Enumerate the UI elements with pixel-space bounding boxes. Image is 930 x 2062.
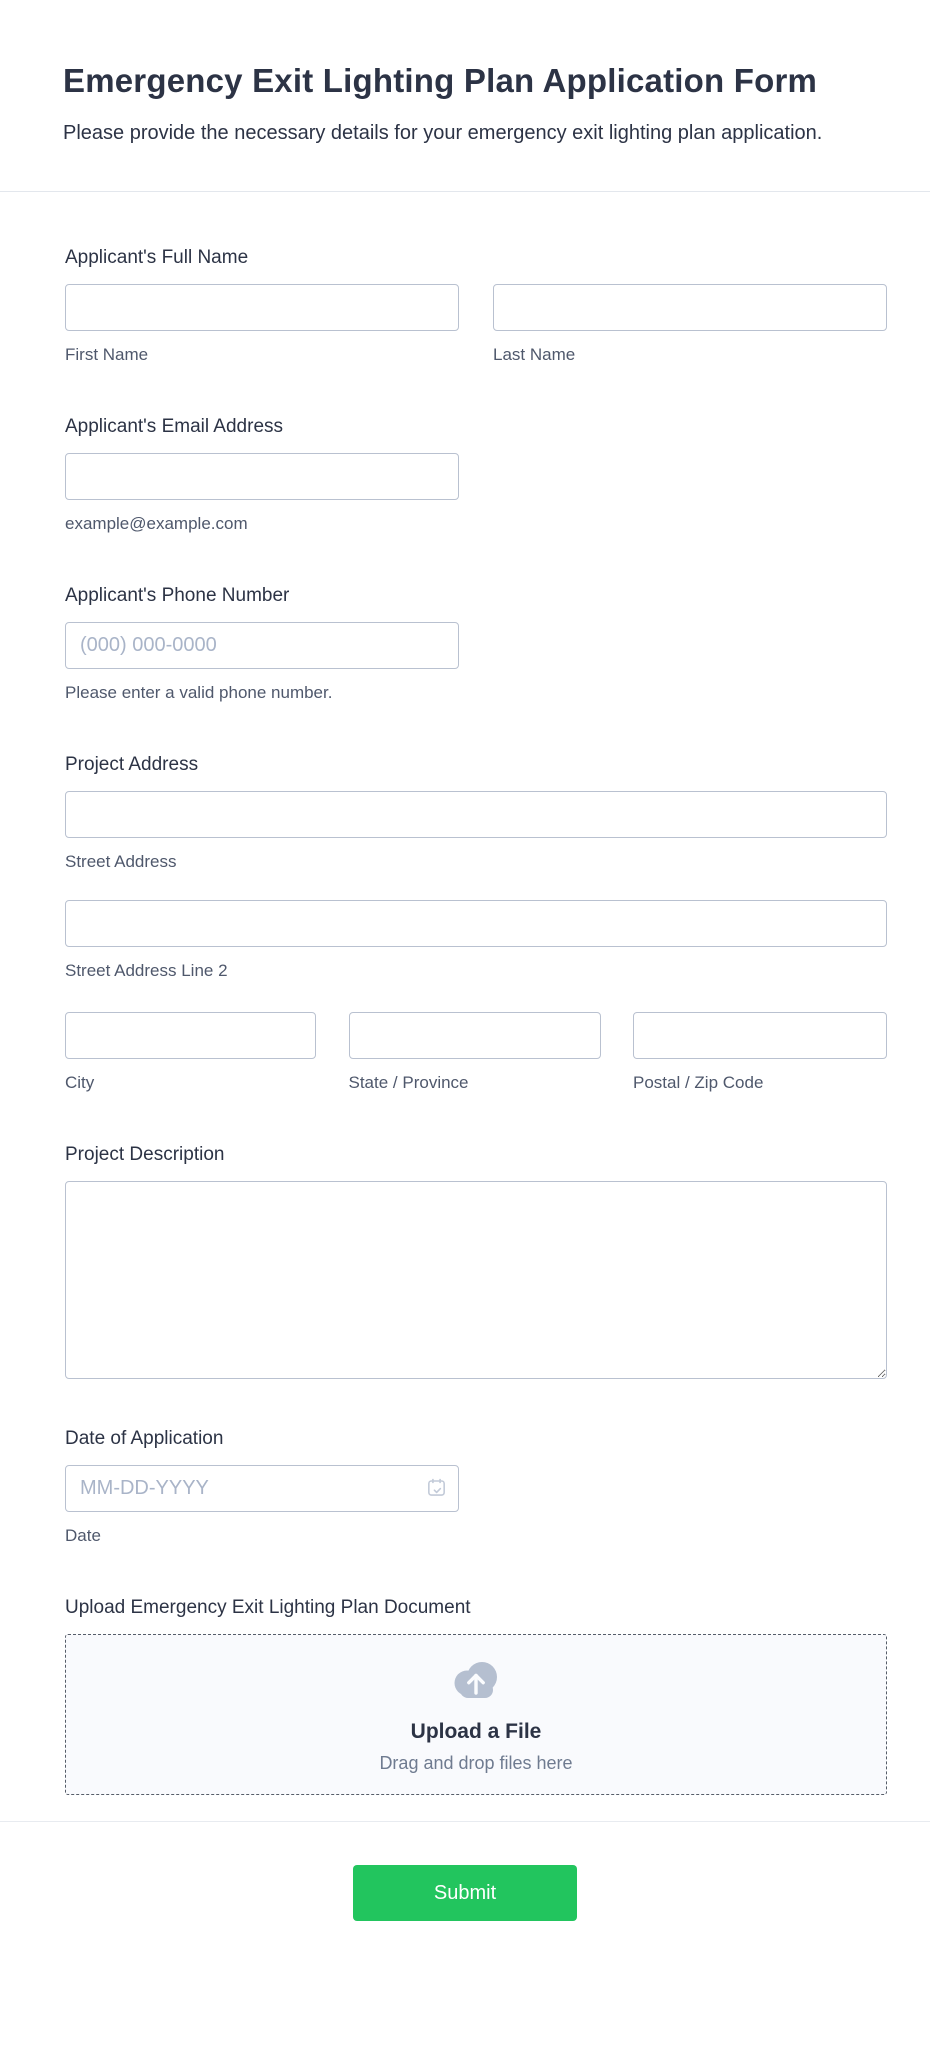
form-subtitle: Please provide the necessary details for your emergency exit lighting plan application. bbox=[63, 122, 823, 144]
last-name-group bbox=[493, 284, 887, 367]
full-name-label: Applicant's Full Name bbox=[65, 247, 249, 268]
date-group bbox=[65, 1465, 459, 1512]
street-address-sublabel: Street Address bbox=[65, 852, 177, 871]
full-name-row bbox=[65, 284, 887, 367]
zip-input[interactable] bbox=[633, 1012, 887, 1059]
cloud-upload-icon bbox=[447, 1656, 505, 1705]
drag-drop-hint-text: Drag and drop files here bbox=[379, 1752, 573, 1773]
calendar-picker-button[interactable] bbox=[425, 1478, 447, 1500]
field-project-description bbox=[65, 1141, 887, 1379]
city-input[interactable] bbox=[65, 1012, 316, 1059]
field-phone bbox=[65, 582, 887, 705]
street-address-input[interactable] bbox=[65, 791, 887, 838]
street-address-group bbox=[65, 791, 887, 874]
upload-label: Upload Emergency Exit Lighting Plan Document bbox=[65, 1597, 471, 1618]
file-upload-dropzone[interactable] bbox=[65, 1634, 887, 1795]
last-name-sublabel: Last Name bbox=[493, 345, 576, 364]
street-address2-sublabel: Street Address Line 2 bbox=[65, 961, 228, 980]
upload-a-file-text: Upload a File bbox=[410, 1719, 542, 1743]
state-sublabel: State / Province bbox=[348, 1073, 469, 1092]
email-label: Applicant's Email Address bbox=[65, 416, 284, 437]
date-label: Date of Application bbox=[65, 1428, 224, 1449]
first-name-input[interactable] bbox=[65, 284, 459, 331]
email-input[interactable] bbox=[65, 453, 459, 500]
field-email bbox=[65, 413, 887, 536]
state-input[interactable] bbox=[349, 1012, 601, 1059]
project-description-group bbox=[65, 1181, 887, 1379]
phone-group bbox=[65, 622, 887, 705]
city-state-zip-row bbox=[65, 1012, 887, 1095]
form-fields bbox=[0, 244, 930, 1795]
date-sublabel: Date bbox=[65, 1526, 101, 1545]
project-description-label: Project Description bbox=[65, 1144, 225, 1165]
field-date-of-application bbox=[65, 1425, 887, 1548]
header-divider bbox=[0, 191, 930, 192]
street-address2-input[interactable] bbox=[65, 900, 887, 947]
field-project-address bbox=[65, 751, 887, 1095]
form-header bbox=[0, 0, 930, 149]
first-name-sublabel: First Name bbox=[65, 345, 149, 364]
city-sublabel: City bbox=[65, 1073, 95, 1092]
state-group bbox=[349, 1012, 601, 1095]
project-description-textarea[interactable] bbox=[65, 1181, 887, 1379]
project-address-label: Project Address bbox=[65, 754, 199, 775]
field-full-name bbox=[65, 244, 887, 367]
date-input[interactable] bbox=[65, 1465, 459, 1512]
phone-input[interactable] bbox=[65, 622, 459, 669]
form-title: Emergency Exit Lighting Plan Application Form bbox=[63, 62, 818, 99]
email-sublabel: example@example.com bbox=[65, 514, 248, 533]
zip-sublabel: Postal / Zip Code bbox=[633, 1073, 764, 1092]
city-group bbox=[65, 1012, 316, 1095]
email-group bbox=[65, 453, 887, 536]
submit-button[interactable]: Submit bbox=[353, 1865, 577, 1921]
submit-area bbox=[0, 1822, 930, 1974]
field-upload-document bbox=[65, 1594, 887, 1795]
phone-label: Applicant's Phone Number bbox=[65, 585, 290, 606]
first-name-group bbox=[65, 284, 459, 367]
last-name-input[interactable] bbox=[493, 284, 887, 331]
street-address2-group bbox=[65, 900, 887, 983]
calendar-check-icon bbox=[426, 1477, 447, 1501]
phone-sublabel: Please enter a valid phone number. bbox=[65, 683, 333, 702]
zip-group bbox=[633, 1012, 887, 1095]
